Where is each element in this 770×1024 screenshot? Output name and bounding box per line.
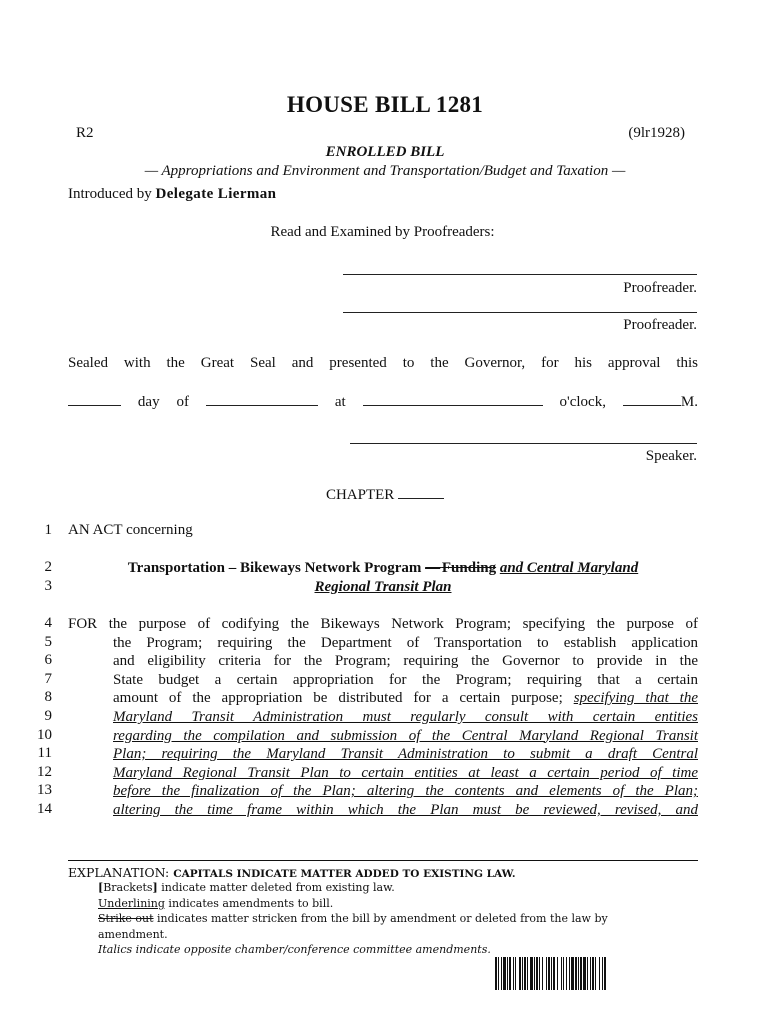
bill-short-title	[68, 559, 698, 597]
proofreaders-heading: Read and Examined by Proofreaders:	[270, 224, 495, 240]
amendment-line: altering the time frame within which the Plan must be reviewed, revised, and	[113, 801, 698, 818]
purpose-line: and eligibility criteria for the Program; requiring the Governor to provide in the	[113, 653, 698, 670]
amendment-line: regarding the compilation and submission of the Central Maryland Regional Transit	[113, 727, 698, 744]
amendment-line: Maryland Transit Administration must regularly consult with certain entities	[113, 708, 698, 725]
introduced-by	[68, 186, 276, 203]
line-number: 6	[44, 652, 52, 668]
proofreader-signature-line-2	[343, 312, 697, 313]
purpose-line: State budget a certain appropriation for the Program; requiring that a certain	[113, 671, 698, 688]
chapter-label: CHAPTER	[325, 487, 395, 503]
line-number: 4	[44, 615, 52, 631]
sealed-statement: Sealed with the Great Seal and presented to the Governor, for his approval this	[68, 355, 698, 371]
committees-line: — Appropriations and Environment and Transportation/Budget and Taxation —	[144, 163, 626, 179]
oclock-word: o'clock,	[559, 394, 606, 410]
proofreader-signature-line-1	[343, 274, 697, 275]
brackets-word: Brackets	[103, 881, 153, 894]
strike-rest-2: amendment.	[98, 927, 168, 941]
brackets-rest: indicate matter deleted from existing law.	[157, 881, 395, 894]
purpose-plain: amount of the appropriation be distributed for a certain purpose;	[113, 690, 563, 707]
underlining-rest: indicates amendments to bill.	[164, 896, 334, 910]
time-blank	[363, 392, 543, 406]
purpose-line: the Program; requiring the Department of Transportation to establish application	[113, 634, 698, 651]
line-number: 3	[44, 578, 52, 594]
approval-date-line	[68, 392, 698, 411]
underlining-word: Underlining	[98, 896, 165, 910]
amendment-line: Maryland Regional Transit Plan to certain entities at least a certain period of time	[113, 764, 698, 781]
title-added-1: and Central Maryland	[499, 560, 639, 576]
title-added-2: Regional Transit Plan	[314, 579, 452, 595]
strike-rest: indicates matter stricken from the bill by amendment or deleted from the law by	[153, 912, 608, 925]
line-number: 12	[37, 764, 52, 780]
line-number: 7	[44, 671, 52, 687]
bracket-close: ]	[152, 881, 158, 894]
bill-title-heading: HOUSE BILL 1281	[286, 92, 484, 117]
purpose-line: FOR the purpose of codifying the Bikeways Network Program; specifying the purpose of	[68, 616, 698, 632]
classification-code: R2	[76, 125, 94, 141]
speaker-signature-line	[350, 443, 697, 444]
at-word: at	[334, 394, 346, 410]
purpose-line	[68, 689, 698, 708]
speaker-label: Speaker.	[645, 448, 697, 464]
meridiem-suffix: M.	[680, 394, 698, 410]
sponsor-name: Delegate Lierman	[155, 186, 277, 202]
purpose-amendment: specifying that the	[573, 690, 698, 707]
proofreader-label-2: Proofreader.	[623, 317, 697, 333]
line-number: 14	[37, 801, 52, 817]
day-word: day	[137, 394, 160, 410]
enrolled-bill-label: ENROLLED BILL	[325, 144, 445, 160]
line-number: 2	[44, 559, 52, 575]
explanation-italics: Italics indicate opposite chamber/conference committee amendments.	[98, 943, 491, 956]
line-number: 13	[37, 782, 52, 798]
title-struck-word: — Funding	[425, 560, 497, 576]
amendment-line: Plan; requiring the Maryland Transit Administration to submit a draft Central	[113, 746, 698, 763]
strike-word: Strike out	[98, 912, 154, 925]
introduced-prefix: Introduced by	[68, 186, 156, 202]
drafting-code: (9lr1928)	[628, 125, 685, 141]
proofreader-label-1: Proofreader.	[623, 280, 697, 296]
explanation-caps: CAPITALS INDICATE MATTER ADDED TO EXISTING LAW.	[173, 868, 516, 880]
chapter-blank	[398, 485, 444, 499]
explanation-caps-line	[68, 865, 698, 880]
meridiem-blank	[623, 392, 681, 406]
barcode-image	[495, 957, 680, 990]
day-blank	[68, 392, 121, 406]
line-number: 8	[44, 689, 52, 705]
line-number: 10	[37, 727, 52, 743]
line-number: 9	[44, 708, 52, 724]
explanation-strike	[68, 911, 698, 942]
month-blank	[206, 392, 318, 406]
explanation-underlining	[68, 896, 698, 912]
bracket-open: [	[98, 881, 104, 894]
of-word: of	[176, 394, 190, 410]
line-number: 5	[44, 634, 52, 650]
chapter-line	[0, 485, 770, 504]
act-concerning: AN ACT concerning	[68, 522, 193, 538]
line-number: 1	[44, 522, 52, 538]
meridiem	[623, 392, 698, 411]
purpose-paragraph	[68, 615, 698, 820]
explanation-label: EXPLANATION:	[68, 865, 174, 880]
explanation-brackets	[68, 880, 698, 896]
title-struck-text: Funding	[441, 560, 497, 576]
amendment-line: before the finalization of the Plan; altering the contents and elements of the Plan;	[113, 783, 698, 800]
line-number: 11	[37, 745, 52, 761]
explanation-footer	[68, 860, 698, 958]
title-main: Transportation – Bikeways Network Program	[127, 560, 422, 576]
